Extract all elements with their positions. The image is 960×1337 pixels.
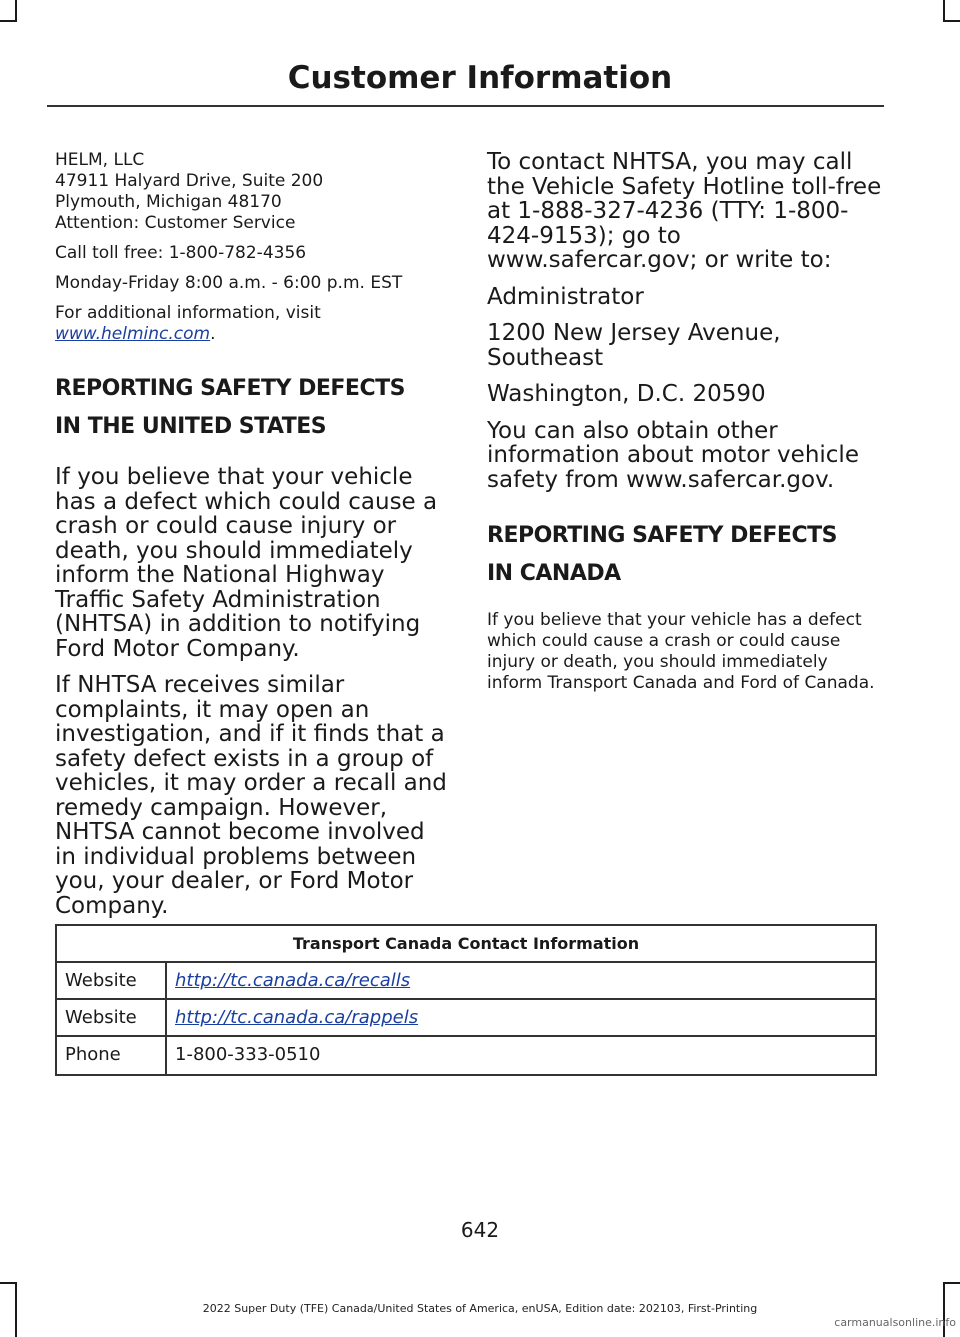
table-cell-label: Phone bbox=[57, 1037, 167, 1074]
nhtsa-contact-paragraph: To contact NHTSA, you may call the Vehicle Safety Hotline toll-free at 1-888-327-4236 (TTY: 1-800-424-9153); go to www.safercar.gov; or write to: bbox=[487, 149, 882, 273]
table-cell-value: 1-800-333-0510 bbox=[175, 1044, 321, 1065]
crop-mark bbox=[943, 1282, 960, 1284]
watermark: carmanualsonline.info bbox=[834, 1316, 956, 1329]
table-cell-label: Website bbox=[57, 963, 167, 998]
crop-mark bbox=[943, 20, 960, 22]
info-suffix: . bbox=[210, 324, 216, 344]
address-block bbox=[55, 150, 450, 234]
canada-paragraph: If you believe that your vehicle has a defect which could cause a crash or could cause injury or death, you should immediately inform Transport Canada and Ford of Canada. bbox=[487, 610, 875, 693]
crop-mark bbox=[0, 1282, 17, 1284]
contact-table bbox=[55, 924, 877, 1076]
address-street: 1200 New Jersey Avenue, Southeast bbox=[487, 320, 781, 371]
address-line: Plymouth, Michigan 48170 bbox=[55, 192, 282, 212]
heading-line: REPORTING SAFETY DEFECTS bbox=[487, 523, 837, 548]
crop-mark bbox=[15, 0, 17, 22]
table-row bbox=[57, 1000, 875, 1037]
heading-line: REPORTING SAFETY DEFECTS bbox=[55, 376, 405, 401]
page-title: Customer Information bbox=[287, 60, 673, 96]
right-column bbox=[487, 150, 882, 703]
address-city: Washington, D.C. 20590 bbox=[487, 381, 766, 407]
info-prefix: For additional information, visit bbox=[55, 303, 321, 323]
footer-text: 2022 Super Duty (TFE) Canada/United States of America, enUSA, Edition date: 202103, First-Printing bbox=[202, 1302, 758, 1315]
heading-line: IN THE UNITED STATES bbox=[55, 414, 327, 439]
address-line: Attention: Customer Service bbox=[55, 213, 296, 233]
helm-link[interactable]: www.helminc.com bbox=[55, 324, 211, 344]
section-heading-us bbox=[55, 375, 450, 441]
crop-mark bbox=[0, 20, 17, 22]
table-cell-label: Website bbox=[57, 1000, 167, 1035]
left-column bbox=[55, 150, 450, 930]
address-line: HELM, LLC bbox=[55, 150, 145, 170]
us-paragraph-2: If NHTSA receives similar complaints, it may open an investigation, and if it finds that a safety defect exists in a group of vehicles, it may order a recall and remedy campaign. However, NHTSA cannot become involved in individual problems between you, your dealer, or Ford Motor Company. bbox=[55, 672, 447, 919]
table-caption: Transport Canada Contact Information bbox=[57, 926, 875, 963]
table-row bbox=[57, 963, 875, 1000]
recalls-link[interactable]: http://tc.canada.ca/recalls bbox=[175, 970, 411, 991]
crop-mark bbox=[943, 0, 945, 22]
hours-text: Monday-Friday 8:00 a.m. - 6:00 p.m. EST bbox=[55, 273, 403, 293]
rappels-link[interactable]: http://tc.canada.ca/rappels bbox=[175, 1007, 419, 1028]
table-row bbox=[57, 1037, 875, 1074]
header-divider bbox=[47, 105, 884, 107]
us-paragraph-1: If you believe that your vehicle has a defect which could cause a crash or could cause injury or death, you should immediately inform the National Highway Traffic Safety Administration (NHTSA) in addition to notifying Ford Motor Company. bbox=[55, 464, 438, 662]
table-cell-value bbox=[167, 963, 410, 998]
address-admin: Administrator bbox=[487, 283, 644, 310]
info-text bbox=[55, 303, 450, 345]
safercar-paragraph: You can also obtain other information about motor vehicle safety from www.safercar.gov. bbox=[487, 417, 859, 493]
heading-line: IN CANADA bbox=[487, 561, 621, 586]
page-number: 642 bbox=[460, 1218, 500, 1242]
section-heading-canada bbox=[487, 522, 882, 588]
address-line: 47911 Halyard Drive, Suite 200 bbox=[55, 171, 324, 191]
table-cell-value bbox=[167, 1000, 418, 1035]
toll-free-text: Call toll free: 1-800-782-4356 bbox=[55, 243, 307, 263]
